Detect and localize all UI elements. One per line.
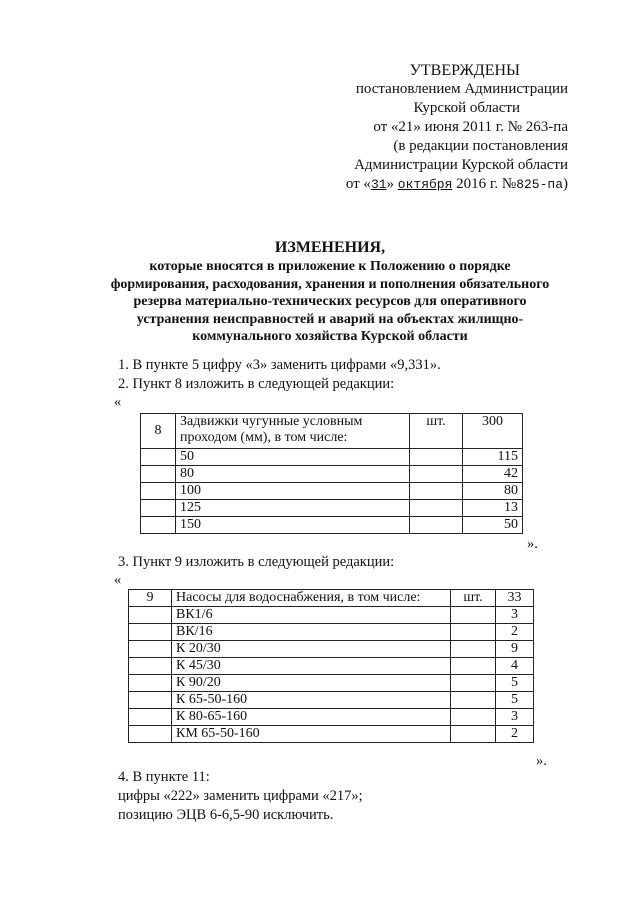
table-cell-name: ВК/16: [172, 624, 451, 641]
open-quote: «: [114, 572, 122, 588]
table-row: [129, 590, 534, 607]
table-cell-unit: шт.: [451, 590, 496, 607]
table-cell-name: КМ 65-50-160: [172, 726, 451, 743]
approval-line: Администрации Курской области: [354, 157, 568, 173]
table-cell-name: 125: [176, 500, 410, 517]
table-item-8: [140, 413, 523, 534]
table-cell-name: 150: [176, 517, 410, 534]
item-4-a: цифры «222» заменить цифрами «217»;: [118, 788, 363, 804]
table-cell-total: 300: [463, 414, 523, 449]
approval-line: от «21» июня 2011 г. № 263-па: [373, 119, 568, 135]
table-row: [141, 483, 523, 500]
heading-line: резерва материально-технических ресурсов для оперативного: [133, 294, 527, 309]
table-row: [141, 466, 523, 483]
table-cell-qty: 50: [463, 517, 523, 534]
table-row: [141, 449, 523, 466]
table-row: [129, 709, 534, 726]
table-row: [129, 658, 534, 675]
table-row: [129, 675, 534, 692]
table-cell-qty: 9: [496, 641, 534, 658]
table-cell-unit: шт.: [410, 414, 463, 449]
table-cell-qty: 2: [496, 726, 534, 743]
table-cell-name: К 20/30: [172, 641, 451, 658]
table-item-9: [128, 589, 534, 743]
heading-line: формирования, расходования, хранения и пополнения обязательного: [110, 276, 550, 292]
table-cell-qty: 80: [463, 483, 523, 500]
table-cell-name: К 80-65-160: [172, 709, 451, 726]
item-4: 4. В пункте 11:: [118, 769, 210, 785]
heading-line: устранения неисправностей и аварий на объектах жилищно-: [136, 311, 524, 327]
item-1: 1. В пункте 5 цифру «3» заменить цифрами «9,331».: [118, 357, 441, 373]
table-cell-name: К 45/30: [172, 658, 451, 675]
item-3: 3. Пункт 9 изложить в следующей редакции:: [118, 554, 395, 570]
table-cell-qty: 13: [463, 500, 523, 517]
table-row: [129, 641, 534, 658]
table-row: [141, 517, 523, 534]
approval-date-line: от «31» октября 2016 г. №825-па): [345, 176, 568, 192]
open-quote: «: [114, 394, 122, 410]
heading-line: которые вносятся в приложение к Положению о порядке: [149, 259, 511, 274]
handwritten-day: 31: [370, 177, 387, 192]
table-row: [129, 692, 534, 709]
approval-title: УТВЕРЖДЕНЫ: [409, 62, 520, 79]
table-cell-qty: 4: [496, 658, 534, 675]
table-cell-name: 80: [176, 466, 410, 483]
item-2: 2. Пункт 8 изложить в следующей редакции:: [118, 376, 395, 392]
table-row: [129, 624, 534, 641]
table-cell-qty: 5: [496, 692, 534, 709]
close-quote: ».: [536, 753, 547, 769]
table-cell-name: К 90/20: [172, 675, 451, 692]
table-cell-num: 8: [141, 414, 176, 449]
table-cell-qty: 3: [496, 607, 534, 624]
table-cell-qty: 115: [463, 449, 523, 466]
table-cell-title: Задвижки чугунные условным проходом (мм), в том числе:: [176, 414, 410, 449]
item-4-b: позицию ЭЦВ 6-6,5-90 исключить.: [118, 807, 334, 823]
document-heading: [60, 238, 600, 346]
table-cell-name: 50: [176, 449, 410, 466]
table-cell-qty: 5: [496, 675, 534, 692]
heading-title: ИЗМЕНЕНИЯ,: [274, 239, 386, 256]
table-cell-qty: 42: [463, 466, 523, 483]
table-cell-name: ВК1/6: [172, 607, 451, 624]
table-row: [129, 607, 534, 624]
approval-line: (в редакции постановления: [393, 138, 568, 154]
handwritten-number: 825-па: [516, 177, 563, 192]
handwritten-month: октября: [397, 177, 453, 192]
table-cell-num: 9: [129, 590, 172, 607]
table-row: [141, 414, 523, 449]
approval-line: постановлением Администрации: [355, 81, 568, 97]
table-cell-total: 33: [496, 590, 534, 607]
table-row: [141, 500, 523, 517]
close-quote: ».: [527, 536, 538, 552]
table-cell-name: К 65-50-160: [172, 692, 451, 709]
approval-block: [300, 61, 568, 194]
table-cell-qty: 3: [496, 709, 534, 726]
heading-line: коммунального хозяйства Курской области: [192, 329, 468, 344]
approval-line: Курской области: [413, 100, 520, 116]
table-row: [129, 726, 534, 743]
table-cell-name: 100: [176, 483, 410, 500]
table-cell-qty: 2: [496, 624, 534, 641]
table-cell-title: Насосы для водоснабжения, в том числе:: [172, 590, 451, 607]
